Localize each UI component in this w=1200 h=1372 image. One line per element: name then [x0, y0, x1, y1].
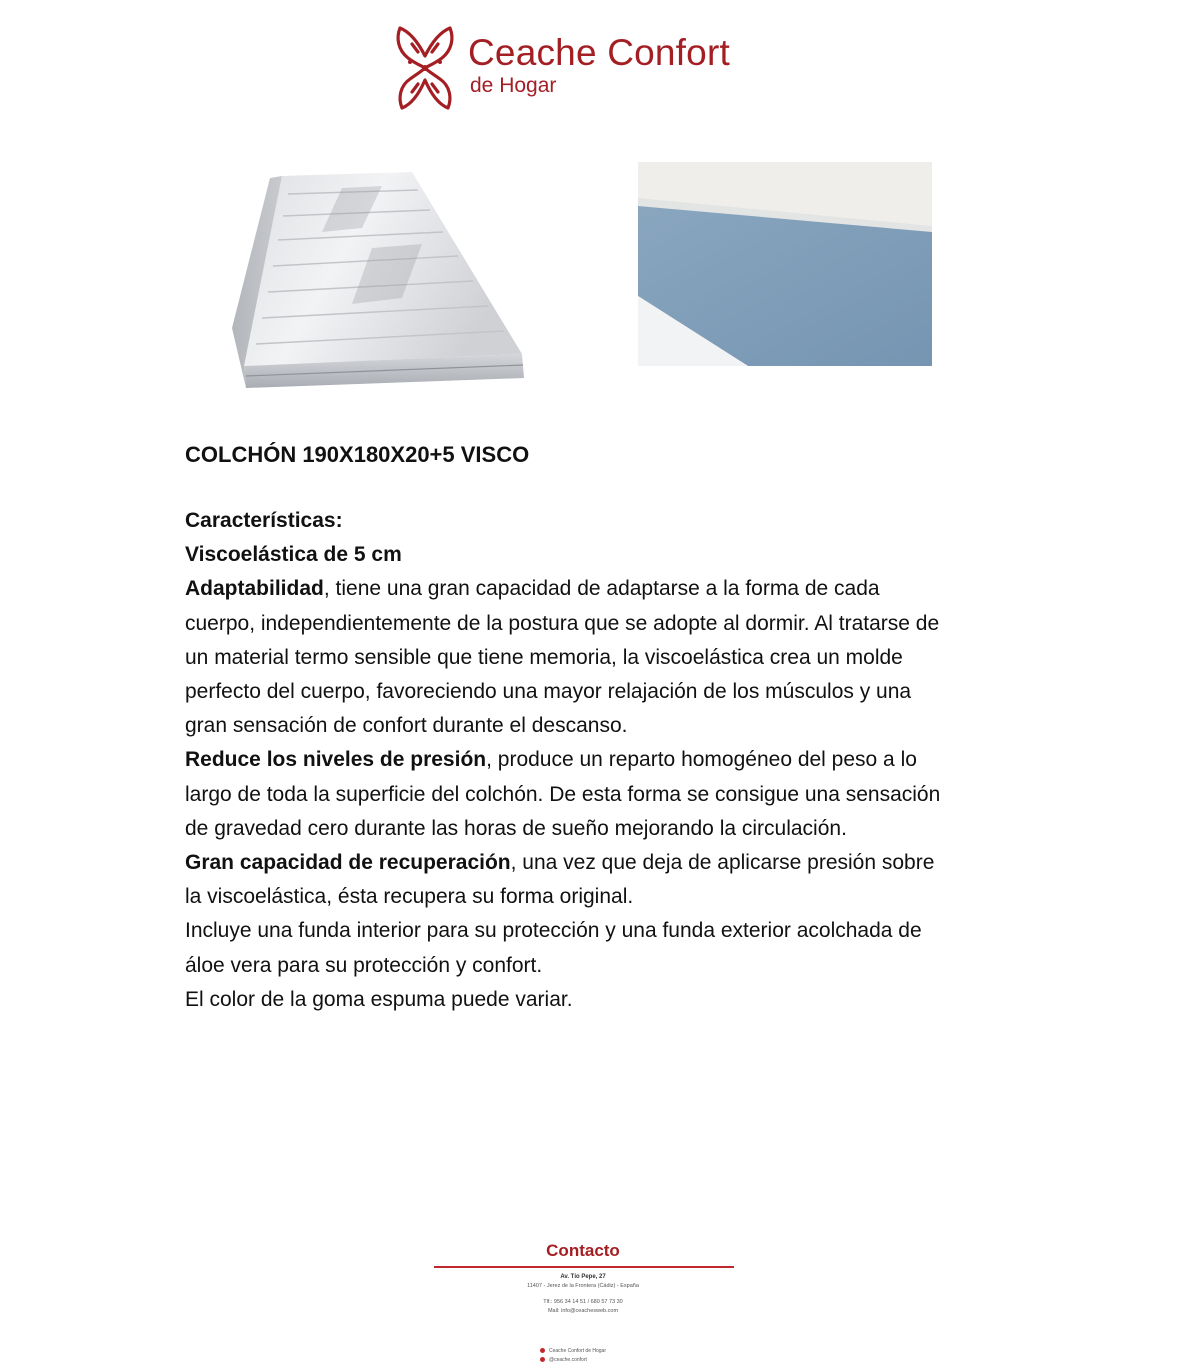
social-facebook[interactable] — [540, 1348, 606, 1354]
visco-heading: Viscoelástica de 5 cm — [185, 543, 402, 567]
contact-title: Contacto — [546, 1241, 620, 1260]
contact-mail[interactable]: Mail: info@ceachesweb.com — [547, 1308, 619, 1314]
foam-layers-image — [638, 162, 932, 366]
contact-phone: Tlf.: 956 34 14 51 / 680 57 73 30 — [543, 1299, 623, 1305]
social-instagram-label: @ceache.confort — [549, 1357, 587, 1363]
brand-logo — [392, 22, 792, 114]
social-facebook-label: Ceache Confort de Hogar — [549, 1348, 606, 1354]
cover-text: Incluye una funda interior para su protección y una funda exterior acolchada de áloe vera para su protección y confort. — [185, 919, 922, 977]
brand-subtitle: de Hogar — [470, 74, 557, 97]
facebook-icon — [540, 1348, 545, 1353]
paragraph-pressure-bold: Reduce los niveles de presión — [185, 748, 487, 772]
product-title: COLCHÓN 190X180X20+5 VISCO — [185, 442, 530, 467]
instagram-icon — [540, 1357, 545, 1362]
paragraph-recovery-text: , una vez que deja de aplicarse presión sobre la viscoelástica, ésta recupera su forma original. — [185, 851, 935, 909]
contact-block — [432, 1240, 734, 1368]
contact-address-line1: Av. Tío Pepe, 27 — [560, 1274, 606, 1280]
butterfly-logo-icon — [392, 22, 458, 114]
brand-name: Ceache Confort — [468, 32, 730, 73]
social-instagram[interactable] — [540, 1357, 587, 1363]
paragraph-adaptability — [185, 572, 945, 743]
paragraph-pressure — [185, 743, 945, 846]
paragraph-pressure-text: , produce un reparto homogéneo del peso a lo largo de toda la superficie del colchón. De esta forma se consigue una sensación de gravedad cero durante las horas de sueño mejorando la circulación. — [185, 748, 941, 840]
mattress-image — [222, 168, 532, 390]
paragraph-recovery — [185, 846, 945, 914]
paragraph-recovery-bold: Gran capacidad de recuperación — [185, 851, 511, 875]
contact-address-line2: 11407 - Jerez de la Frontera (Cádiz) - España — [527, 1283, 639, 1289]
contact-divider — [434, 1266, 734, 1268]
product-description — [185, 438, 945, 1017]
paragraph-adaptability-text: , tiene una gran capacidad de adaptarse a la forma de cada cuerpo, independientemente de la postura que se adopte al dormir. Al tratarse de un material termo sensible que tiene memoria, la viscoelástica crea un molde perfecto del cuerpo, favoreciendo una mayor relajación de los músculos y una gran sensación de confort durante el descanso. — [185, 577, 940, 738]
color-note: El color de la goma espuma puede variar. — [185, 987, 573, 1011]
features-heading: Características: — [185, 509, 343, 532]
paragraph-adaptability-bold: Adaptabilidad — [185, 577, 324, 601]
